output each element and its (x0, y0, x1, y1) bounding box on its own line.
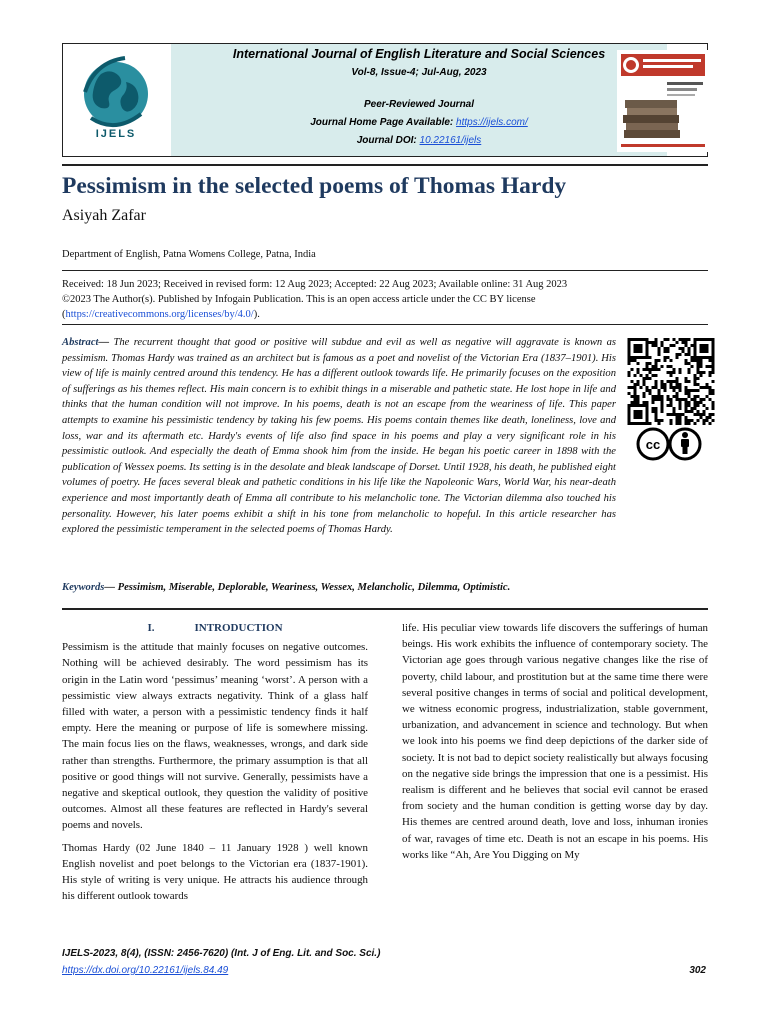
footer-citation: IJELS-2023, 8(4), (ISSN: 2456-7620) (Int. J of Eng. Lit. and Soc. Sci.) (62, 948, 381, 959)
paragraph: Thomas Hardy (02 June 1840 – 11 January 1928 ) well known English novelist and poet belongs to the Victorian era (1837-1901). His style of writing is very unique. He attracts his audience through his different outlook towards (62, 841, 368, 903)
cc-by-icon (636, 426, 704, 462)
article-history (62, 277, 708, 322)
keywords-list: — Pessimism, Miserable, Deplorable, Weariness, Wessex, Melancholic, Dilemma, Optimistic. (104, 582, 511, 593)
affiliation: Department of English, Patna Womens College, Patna, India (62, 249, 316, 260)
section-number: I. (147, 622, 155, 634)
journal-home (171, 117, 667, 128)
home-label: Journal Home Page Available: (310, 117, 457, 128)
license-link[interactable]: https://creativecommons.org/licenses/by/4.0/ (65, 309, 254, 320)
column-right (402, 620, 708, 869)
keywords-label: Keywords (62, 582, 105, 593)
license-line (62, 307, 708, 322)
abstract (62, 335, 616, 538)
qr-code-image[interactable] (623, 338, 719, 426)
abstract-dash: — (98, 337, 114, 348)
divider (62, 608, 708, 610)
license-prefix: ( (62, 309, 66, 320)
section-title: INTRODUCTION (194, 622, 283, 634)
doi-link[interactable]: 10.22161/ijels (419, 135, 482, 146)
divider (62, 324, 708, 325)
journal-name: International Journal of English Literature and Social Sciences (232, 47, 606, 61)
logo-text: IJELS (95, 128, 137, 140)
license-suffix: ). (253, 309, 260, 320)
doi-label: Journal DOI: (356, 135, 420, 146)
article-title: Pessimism in the selected poems of Thomas Hardy (62, 173, 567, 199)
copyright-notice: ©2023 The Author(s). Published by Infogain Publication. This is an open access article under the CC BY license (62, 294, 536, 305)
journal-doi (171, 135, 667, 146)
journal-volume: Vol-8, Issue-4; Jul-Aug, 2023 (351, 67, 487, 78)
column-left (62, 620, 368, 910)
home-link[interactable]: https://ijels.com/ (456, 117, 528, 128)
paragraph: Pessimism is the attitude that mainly focuses on negative outcomes. Nothing will be achieved desirably. The word pessimism has its origin in the Latin word ‘pessimus’ meaning ‘worst’. A person with a pessimistic view always extracts negativity. Think of a glass half filled with water, a person with a pessimistic tendency finds it half empty. Here the meaning or purpose of life is somewhere missing. The main focus lies on the flaws, weaknesses, wrongs, and dark side rather than strengths. Furthermore, the primary assumption is that all positive or good things will not survive. Generally, pessimists have a negative and skeptical outlook, they question the validity of positive outcomes. Almost all these features are reflected in Hardy's several poems and novels. (62, 641, 368, 832)
journal-logo (71, 52, 161, 150)
section-heading (62, 620, 368, 636)
paragraph: life. His peculiar view towards life discovers the sufferings of human beings. His work exhibits the influence of contemporary society. The Victorian age goes through various negative changes like the rise of poverty, child labour, and prostitution but at the same time there were several positive changes in terms of social and political development, we witness economic progress, industrialization, stable government, urbanization, and advancement in science and technology. But when we look into his poems we find deep depictions of the darker side of society. It is not bad to depict society realistically but always focusing on the negative side brings the impression that one is a pessimist. His realism is different and he believes that social evil cannot be erased from society and the human condition is getting worse day by day. His themes are centred around death, love and loss, inhuman ironies of war, ravages of time etc. Death is not an escape in his poems. His works like “Ah, Are You Digging on My (402, 622, 708, 861)
abstract-label: Abstract (62, 337, 99, 348)
abstract-text: The recurrent thought that good or positive will subdue and evil as well as negative will aggravate is known as pessimism. Thomas Hardy was trained as an architect but is famous as a poet and novelist of the Victorian Era (1837–1901). His view of life is mainly centred around this tendency. He has a different outlook towards life. He primarily focuses on the exposition of sufferings as his themes reflect. His main concern is to exhibit things in a miserable and pathetic state. He lost hope in life and thinks that the human condition will not improve. In his poems, death is not an escape from the weariness of life. This paper attempts to examine his pessimistic tendency by taking his few poems. His poems contain themes like death, loneliness, love and loss, war and its aftermath etc. Hardy's events of life also find space in his poems and play a very significant role in his pessimistic outlook. And especially the death of Emma shook him from the inside. He began his poetic career in 1898 with the publication of Wessex poems. Its setting is in the desolate and bleak landscape of Dorset. Until 1928, his death, he published eight volumes of poetry. He faces several bleak and pathetic conditions in his life like the Napoleonic Wars, World War, his near-death experience and most importantly death of Emma all contribute to his melancholic tone. The Victorian dilemma also touched his personality. However, his later poems exhibit a shift in his tone from melancholic to hopeful. In this article researcher has explored the pessimistic temperament in the selected poems of Thomas Hardy. (62, 337, 616, 536)
author-name: Asiyah Zafar (62, 207, 146, 224)
keywords (62, 582, 708, 593)
cc-label: cc (645, 437, 661, 452)
header-banner (171, 44, 667, 156)
footer-doi-link[interactable]: https://dx.doi.org/10.22161/ijels.84.49 (62, 965, 229, 976)
received-dates: Received: 18 Jun 2023; Received in revised form: 12 Aug 2023; Accepted: 22 Aug 2023; Available online: 31 Aug 2023 (62, 279, 568, 290)
divider (62, 270, 708, 271)
page-number: 302 (689, 965, 706, 976)
journal-header (62, 43, 708, 157)
journal-cover-image (617, 50, 709, 152)
divider (62, 164, 708, 166)
peer-reviewed-label: Peer-Reviewed Journal (363, 99, 475, 110)
